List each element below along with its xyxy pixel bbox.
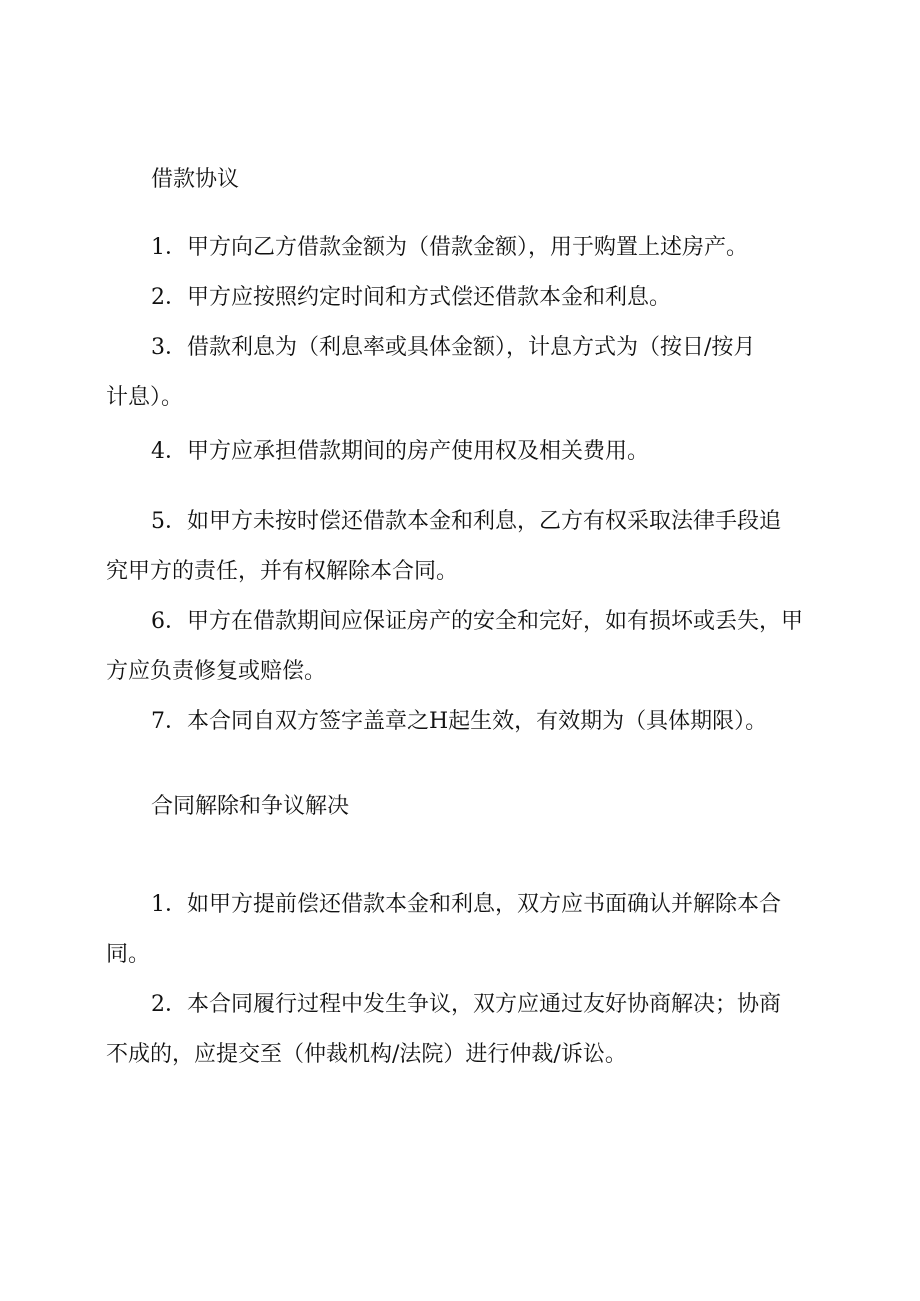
loan-item-6-continued: 方应负责修复或赔偿。 (106, 659, 327, 684)
section-title-loan-agreement: 借款协议 (151, 167, 240, 192)
termination-item-1: 1．如甲方提前偿还借款本金和利息，双方应书面确认并解除本合 (151, 892, 781, 917)
loan-items (106, 223, 818, 423)
loan-item-6: 6．甲方在借款期间应保证房产的安全和完好，如有损坏或丢失，甲 (151, 609, 803, 634)
loan-item-3: 3．借款利息为（利息率或具体金额），计息方式为（按日/按月 (151, 335, 756, 360)
termination-item-2-continued: 不成的，应提交至（仲裁机构/法院）进行仲裁/诉讼。 (106, 1042, 627, 1067)
section-termination (106, 782, 818, 832)
loan-item-2: 2．甲方应按照约定时间和方式偿还借款本金和利息。 (151, 285, 671, 310)
loan-item-1: 1．甲方向乙方借款金额为（借款金额），用于购置上述房产。 (151, 235, 748, 260)
loan-item-4: 4．甲方应承担借款期间的房产使用权及相关费用。 (151, 439, 649, 464)
loan-item-7: 7．本合同自双方签字盖章之H起生效，有效期为（具体期限）。 (151, 709, 768, 734)
section-title-termination: 合同解除和争议解决 (151, 794, 350, 819)
loan-item-4-block (106, 427, 818, 477)
termination-item-1-continued: 同。 (106, 942, 151, 967)
section-loan-agreement (106, 155, 818, 205)
loan-item-5: 5．如甲方未按时偿还借款本金和利息，乙方有权采取法律手段追 (151, 509, 781, 534)
loan-item-5-continued: 究甲方的责任，并有权解除本合同。 (106, 559, 459, 584)
termination-items (106, 880, 818, 1080)
loan-items-continued (106, 497, 818, 747)
loan-item-3-continued: 计息）。 (106, 385, 184, 410)
termination-item-2: 2．本合同履行过程中发生争议，双方应通过友好协商解决；协商 (151, 992, 781, 1017)
